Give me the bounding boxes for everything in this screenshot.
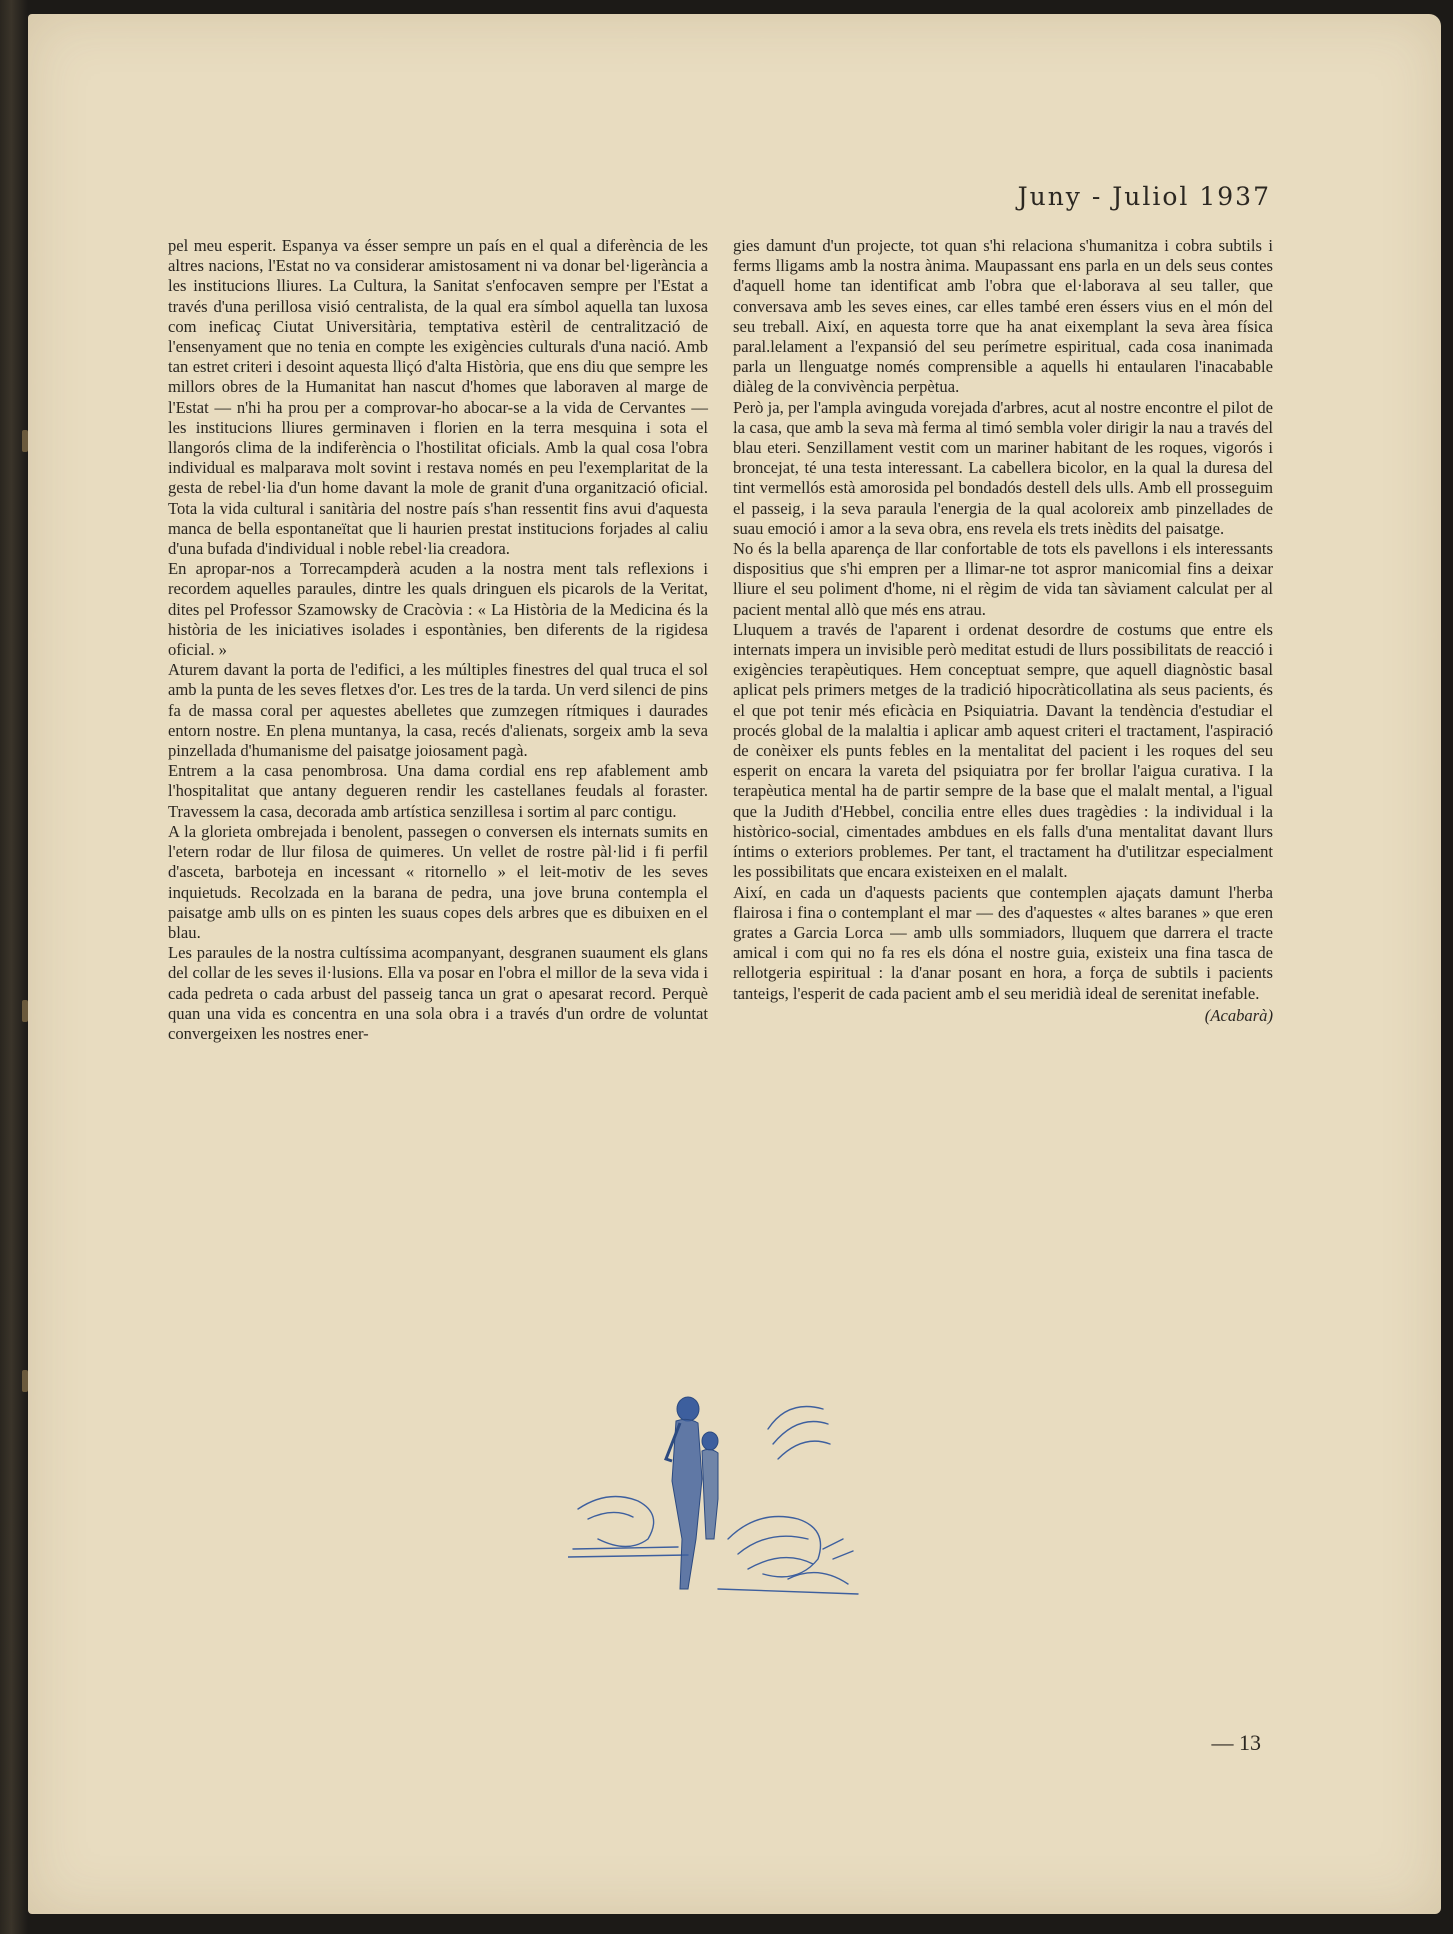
running-head: Juny - Juliol 1937 (1017, 182, 1271, 211)
paragraph: En apropar-nos a Torrecampderà acuden a la nostra ment tals reflexions i recordem aquelles paraules, dintre les quals dringuen els picarols de la Veritat, dites pel Professor Szamowsky de Cracòvia : « La Història de la Medicina és la història de les iniciatives isolades i espontànies, ben diferents de la rigidesa oficial. » (168, 559, 708, 660)
paragraph: pel meu esperit. Espanya va ésser sempre un país en el qual a diferència de les altres nacions, l'Estat no va considerar amistosament ni va donar bel·ligerància a les institucions lliures. La Cultura, la Sanitat s'enfocaven sempre per l'Estat a través d'una perillosa visió centralista, de la qual era símbol aquella tan luxosa com ineficaç Ciutat Universitària, temptativa estèril de centralització de l'ensenyament que no tenia en compte les exigències culturals d'una nació. Amb tan estret criteri i desoint aquesta lliçó d'alta Història, que ens diu que sempre les millors obres de la Humanitat han nascut d'homes que laboraven al marge de l'Estat — n'hi ha prou per a comprovar-ho abocar-se a la vida de Cervantes — les institucions lliures germinaven i florien en la terra mesquina i sota el llangorós clima de la indiferència o l'hostilitat oficials. Amb la qual cosa l'obra individual es malparava molt sovint i restava només en peu l'exemplaritat de la gesta de rebel·lia d'un home davant la mole de granit d'una organització oficial. Tota la vida cultural i sanitària del nostre país s'han ressentit fins avui d'aquesta manca de bella espontaneïtat que li haurien prestat institucions forjades al caliu d'una bufada d'individual i noble rebel·lia creadora. (168, 236, 708, 559)
paragraph: Lluquem a través de l'aparent i ordenat desordre de costums que entre els internats impera un invisible però meditat estudi de llurs possibilitats de reacció i exigències terapèutiques. Hem conceptuat sempre, que aquell diagnòstic basal aplicat pels primers metges de la tradició hipocràticollatina als seus pacients, és el que pot tenir més eficàcia en Psiquiatria. Davant la tendència d'estudiar el procés global de la malaltia i aplicar amb aquest criteri el tractament, l'aspiració de conèixer els punts febles en la mentalitat del pacient i les roques del seu esperit on encara la vareta del psiquiatra por fer brollar l'aigua curativa. I la terapèutica mental ha de partir sempre de la base que el malalt mental, a l'igual que la Judith d'Hebbel, concilia entre elles dues tragèdies : la individual i la històrico-social, cimentades ambdues en els falls d'una mentalitat davant llurs íntims o exteriors problemes. Per tant, el tractament ha d'utilitzar especialment les possibilitats que encara existeixen en el malalt. (733, 619, 1273, 882)
left-text-column (168, 236, 708, 1044)
to-be-continued-note: (Acabarà) (1204, 1005, 1273, 1025)
paragraph: Entrem a la casa penombrosa. Una dama cordial ens rep afablement amb l'hospitalitat que antany degueren rendir les castellanes feudals al foraster. Travessem la casa, decorada amb artística senzillesa i sortim al parc contigu. (168, 761, 708, 821)
magazine-page (28, 14, 1441, 1914)
paragraph: No és la bella aparença de llar confortable de tots els pavellons i els interessants dispositius que s'hi empren per a llimar-ne tot aspror manicomial fins a deixar lliure el seu poliment d'home, ni el règim de vida tan sàviament calculat per al pacient mental allò que més ens atrau. (733, 539, 1273, 619)
paragraph: A la glorieta ombrejada i benolent, passegen o conversen els internats sumits en l'etern rodar de llur filosa de quimeres. Un vellet de rostre pàl·lid i fi perfil d'asceta, barboteja en incessant « ritornello » el leit-motiv de les seves inquietuds. Recolzada en la barana de pedra, una jove bruna contempla el paisatge amb ulls on es pinten les suaus copes dels arbres que es dibuixen en el blau. (168, 821, 708, 942)
book-binding (0, 0, 28, 1934)
paragraph: gies damunt d'un projecte, tot quan s'hi relaciona s'humanitza i cobra subtils i ferms lligams amb la nostra ànima. Maupassant ens parla en un dels seus contes d'aquell home tan identificat amb l'obra que el·laborava al seu taller, que conversava amb les seves eines, car elles també eren éssers vius en el món del seu treball. Així, en aquesta torre que ha anat eixemplant la seva àrea física paral.lelament a l'expansió del seu perímetre espiritual, cada cosa inanimada parla un llenguatge només comprensible a aquells hi entaularen l'inacabable diàleg de la convivència perpètua. (733, 236, 1273, 397)
right-text-column (733, 236, 1273, 1026)
page-number: — 13 (1211, 1730, 1261, 1755)
paragraph: Les paraules de la nostra cultíssima acompanyant, desgranen suaument els glans del collar de les seves il·lusions. Ella va posar en l'obra el millor de la seva vida i cada pedreta o cada arbust del passeig tanca un grat o apesarat record. Perquè quan una vida es concentra en una sola obra i a través d'un ordre de voluntat convergeixen les nostres ener- (168, 943, 708, 1043)
paragraph: Així, en cada un d'aquests pacients que contemplen ajaçats damunt l'herba flairosa i fina o contemplant el mar — des d'aquestes « altes baranes » que eren grates a Garcia Lorca — amb ulls sommiadors, lluquem que darrera el tracte amical i com qui no fa res els dóna el nostre guia, existeix una fina tasca de rellotgeria espiritual : la d'anar posant en hora, a força de subtils i pacients tanteigs, l'esperit de cada pacient amb el seu meridià ideal de serenitat inefable. (733, 882, 1273, 1003)
figures-by-sea-illustration (568, 1389, 913, 1619)
paragraph: Aturem davant la porta de l'edifici, a les múltiples finestres del qual truca el sol amb la punta de les seves fletxes d'or. Les tres de la tarda. Un verd silenci de pins fa de massa coral per aquestes abelletes que zumzegen rítmiques i daurades entorn nostre. En plena muntanya, la casa, recés d'alienats, sorgeix amb la seva pinzellada d'humanisme del paisatge joiosament pagà. (168, 660, 708, 761)
paragraph: Però ja, per l'ampla avinguda vorejada d'arbres, acut al nostre encontre el pilot de la casa, que amb la seva mà ferma al timó sembla voler dirigir la nau a través del blau eteri. Senzillament vestit com un mariner habitant de les roques, vigorós i broncejat, té una testa interessant. La cabellera bicolor, en la qual la duresa del tint vermellós està amorosida pel bondadós destell dels ulls. Amb ell prosseguim el passeig, i la seva paraula l'energia de la qual acoloreix amb pinzellades de suau emoció i amor a la seva obra, ens revela els trets inèdits del paisatge. (733, 397, 1273, 538)
